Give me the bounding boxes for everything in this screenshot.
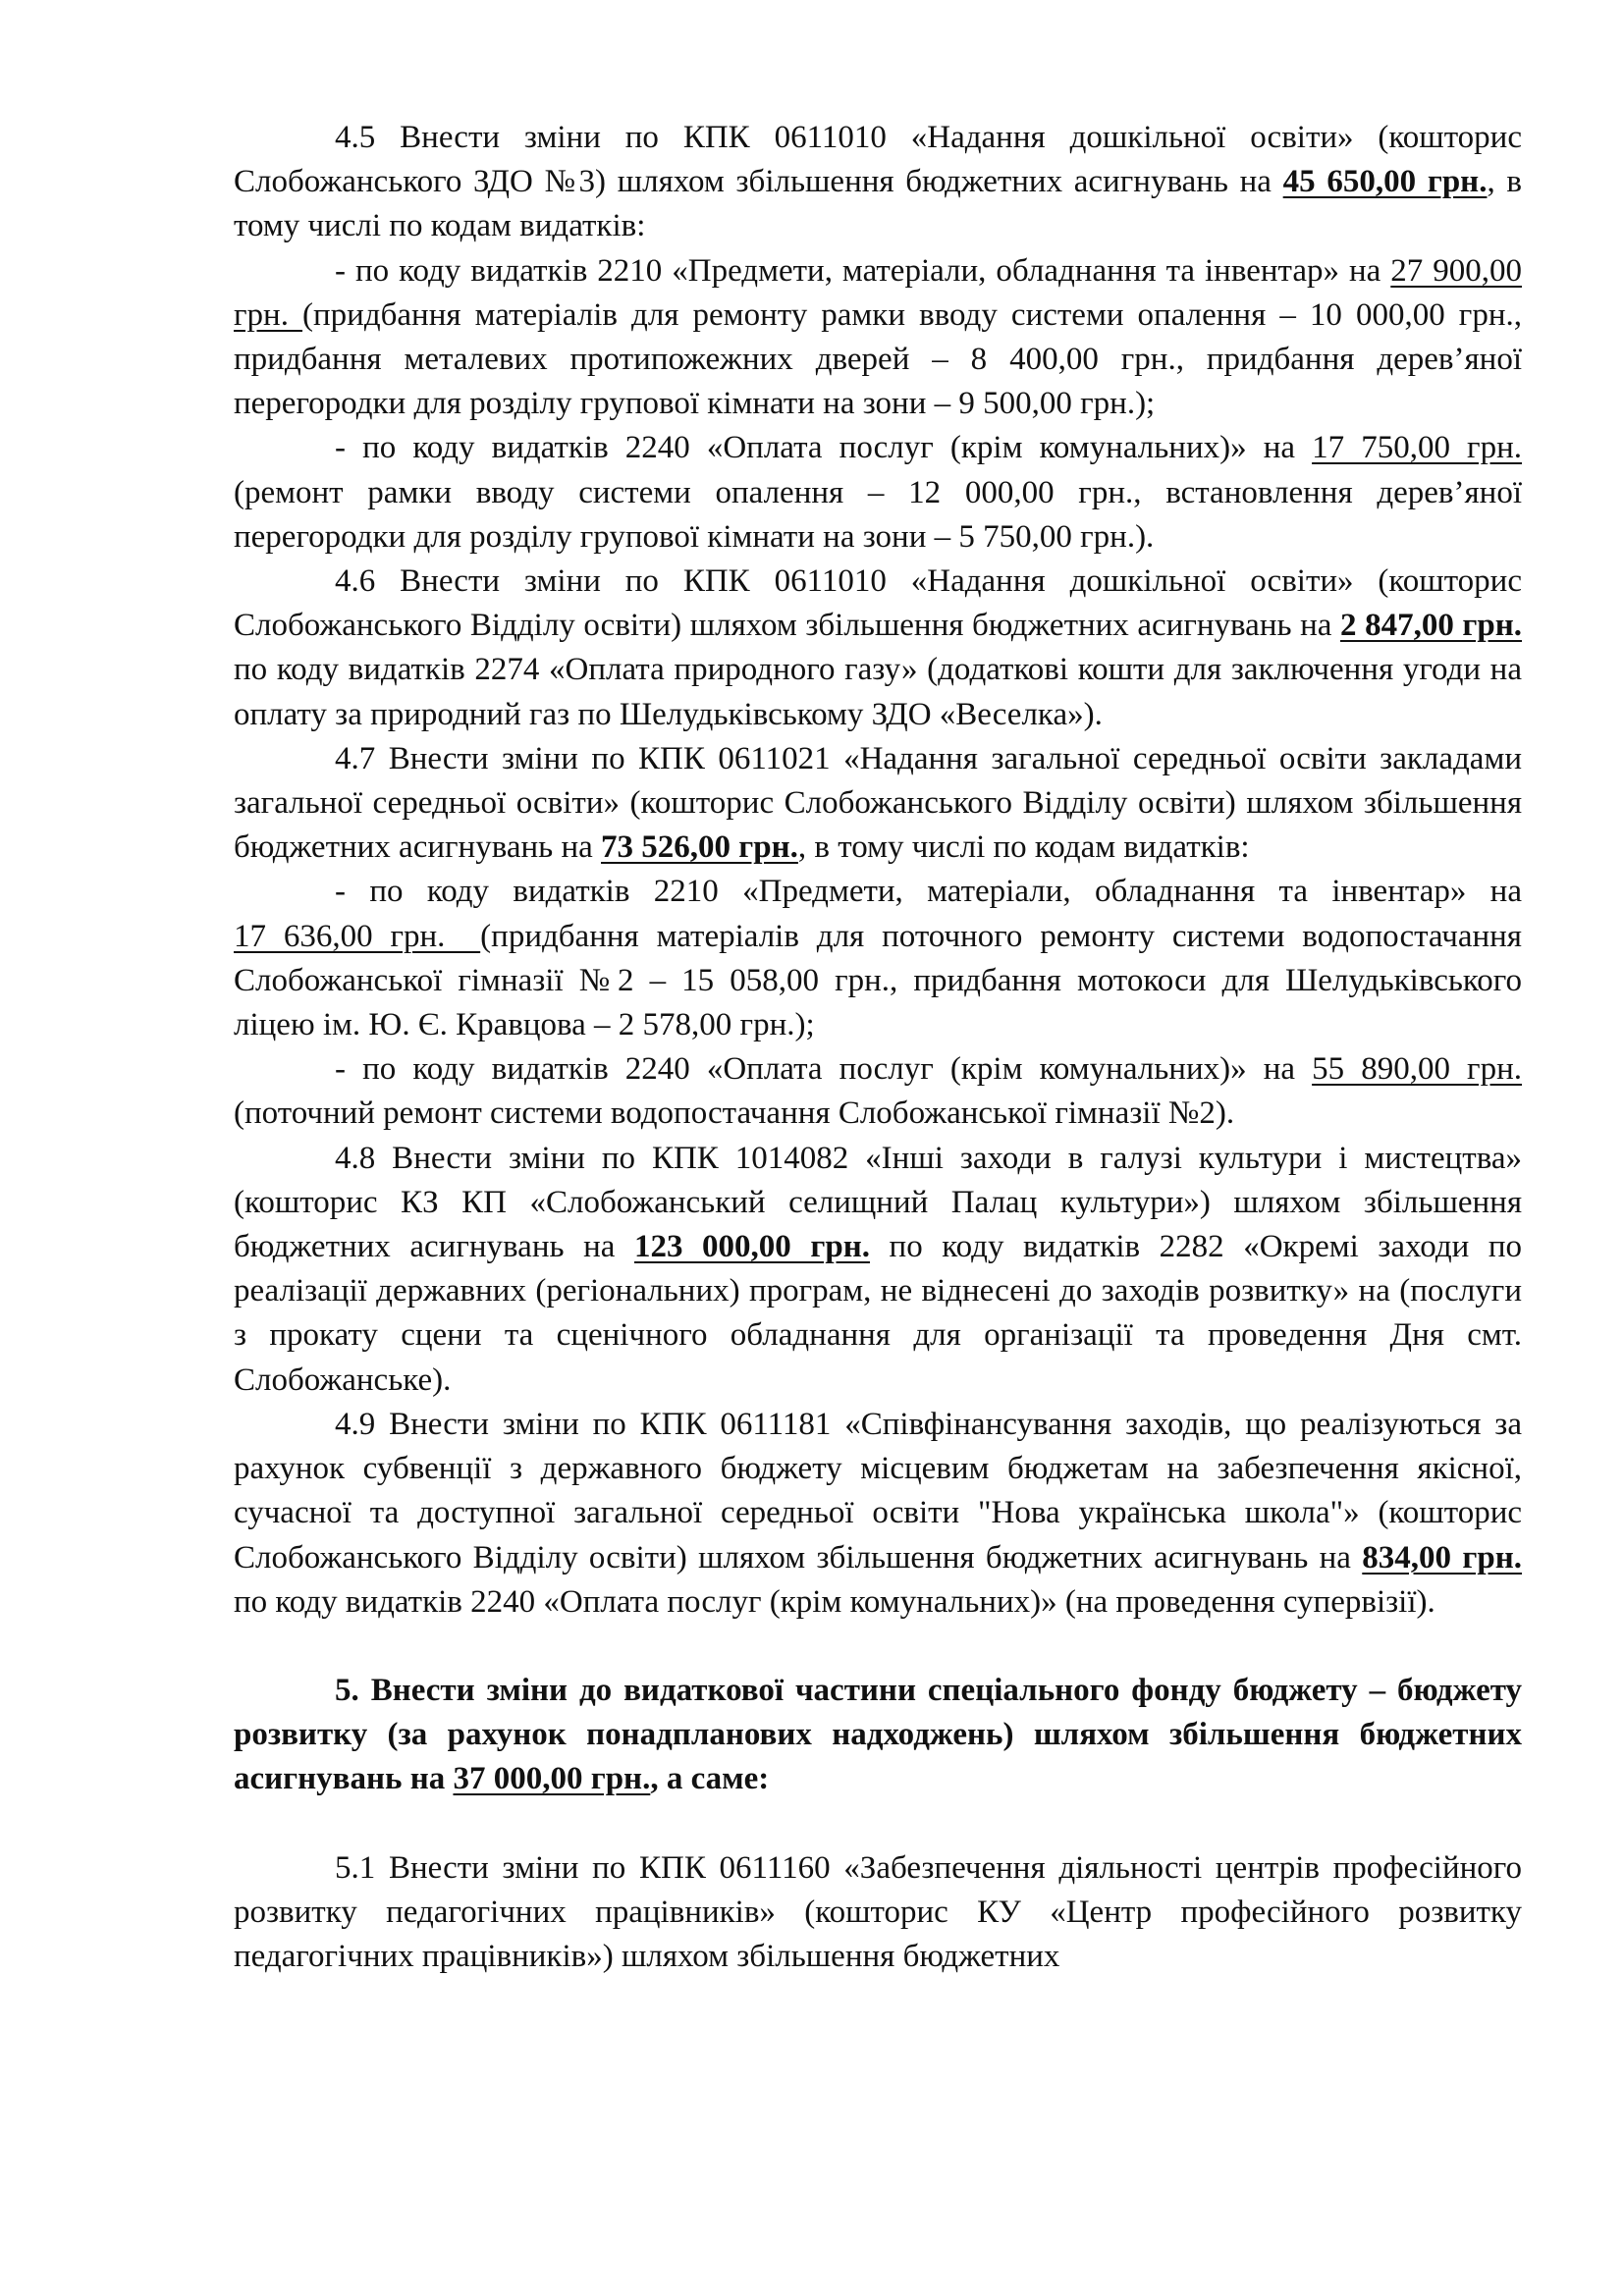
paragraph-text: по коду видатків 2240 «Оплата послуг (крім комунальних)» (на проведення супервізії).: [234, 1583, 1435, 1620]
paragraph-text: , в тому числі по кодам видатків:: [234, 164, 1522, 244]
paragraph-4-5: [234, 116, 1522, 249]
paragraph-text: 4.8 Внести зміни по КПК 1014082 «Інші заходи в галузі культури і мистецтва» (кошторис КЗ КП «Слобожанський селищний Палац культури») шляхом збільшення бюджетних асигнувань на: [234, 1140, 1522, 1265]
amount: 27 900,00 грн.: [234, 252, 1523, 333]
amount-total: 73 526,00 грн.: [601, 829, 798, 866]
amount-total: 123 000,00 грн.: [633, 1229, 870, 1265]
paragraph-4-7: [234, 737, 1522, 871]
paragraph-text: - по коду видатків 2210 «Предмети, матеріали, обладнання та інвентар» на: [335, 874, 1522, 910]
paragraph-text: - по коду видатків 2210 «Предмети, матеріали, обладнання та інвентар» на: [335, 252, 1391, 289]
paragraph-4-7-code-2240: [234, 1047, 1522, 1136]
amount-total: 37 000,00 грн.: [453, 1761, 651, 1797]
paragraph-text: по коду видатків 2274 «Оплата природного газу» (додаткові кошти для заключення угоди на оплату за природний газ по Шелудьківському ЗДО «Веселка»).: [234, 652, 1522, 732]
paragraph-text: 5.1 Внести зміни по КПК 0611160 «Забезпечення діяльності центрів професійного розвитку педагогічних працівників» (кошторис КУ «Центр професійного розвитку педагогічних працівників») шляхом збільшення бюджетних: [234, 1849, 1522, 1974]
amount-total: 834,00 грн.: [1362, 1539, 1522, 1575]
paragraph-4-9: [234, 1403, 1522, 1625]
document-page: [234, 116, 1522, 1979]
heading-text: , а саме:: [650, 1761, 770, 1797]
paragraph-4-5-code-2240: [234, 426, 1522, 560]
paragraph-4-5-code-2210: [234, 249, 1522, 427]
paragraph-text: (ремонт рамки вводу системи опалення – 12 000,00 грн., встановлення дерев’яної перегородки для розділу групової кімнати на зони – 5 750,00 грн.).: [234, 474, 1522, 555]
paragraph-text: 4.6 Внести зміни по КПК 0611010 «Надання дошкільної освіти» (кошторис Слобожанського Відділу освіти) шляхом збільшення бюджетних асигнувань на: [234, 563, 1522, 644]
paragraph-text: (придбання матеріалів для ремонту рамки вводу системи опалення – 10 000,00 грн., придбання металевих протипожежних дверей – 8 400,00 грн., придбання дерев’яної перегородки для розділу групової кімнати на зони – 9 500,00 грн.);: [234, 296, 1522, 422]
paragraph-text: 4.7 Внести зміни по КПК 0611021 «Надання загальної середньої освіти закладами загальної середньої освіти» (кошторис Слобожанського Відділу освіти) шляхом збільшення бюджетних асигнувань на: [234, 740, 1522, 866]
paragraph-text: (поточний ремонт системи водопостачання Слобожанської гімназії №2).: [234, 1095, 1235, 1132]
amount: 17 636,00 грн.: [234, 918, 481, 954]
paragraph-4-8: [234, 1137, 1522, 1403]
paragraph-4-6: [234, 560, 1522, 737]
paragraph-text: по коду видатків 2282 «Окремі заходи по реалізації державних (регіональних) програм, не віднесені до заходів розвитку» на (послуги з прокату сцени та сценічного обладнання для організації та проведення Дня смт. Слобожанське).: [234, 1229, 1522, 1398]
paragraph-text: - по коду видатків 2240 «Оплата послуг (крім комунальних)» на: [335, 1051, 1313, 1088]
paragraph-text: - по коду видатків 2240 «Оплата послуг (крім комунальних)» на: [335, 430, 1313, 466]
paragraph-4-7-code-2210: [234, 870, 1522, 1047]
heading-text: 5. Внести зміни до видаткової частини спеціального фонду бюджету – бюджету розвитку (за рахунок понадпланових надходжень) шляхом збільшення бюджетних асигнувань на: [234, 1672, 1522, 1797]
paragraph-text: 4.5 Внести зміни по КПК 0611010 «Надання дошкільної освіти» (кошторис Слобожанського ЗДО №3) шляхом збільшення бюджетних асигнувань на: [234, 120, 1522, 200]
amount-total: 45 650,00 грн.: [1282, 164, 1488, 200]
amount: 55 890,00 грн.: [1312, 1051, 1522, 1088]
section-5-heading: [234, 1669, 1522, 1802]
amount: 17 750,00 грн.: [1312, 430, 1522, 466]
paragraph-5-1: [234, 1846, 1522, 1980]
paragraph-text: 4.9 Внести зміни по КПК 0611181 «Співфінансування заходів, що реалізуються за рахунок субвенції з державного бюджету місцевим бюджетам на забезпечення якісної, сучасної та доступної загальної середньої освіти "Нова українська школа"» (кошторис Слобожанського Відділу освіти) шляхом збільшення бюджетних асигнувань на: [234, 1406, 1522, 1575]
paragraph-text: , в тому числі по кодам видатків:: [797, 829, 1250, 866]
amount-total: 2 847,00 грн.: [1340, 608, 1522, 644]
paragraph-text: (придбання матеріалів для поточного ремонту системи водопостачання Слобожанської гімназії №2 – 15 058,00 грн., придбання мотокоси для Шелудьківського ліцею ім. Ю. Є. Кравцова – 2 578,00 грн.);: [234, 918, 1522, 1043]
